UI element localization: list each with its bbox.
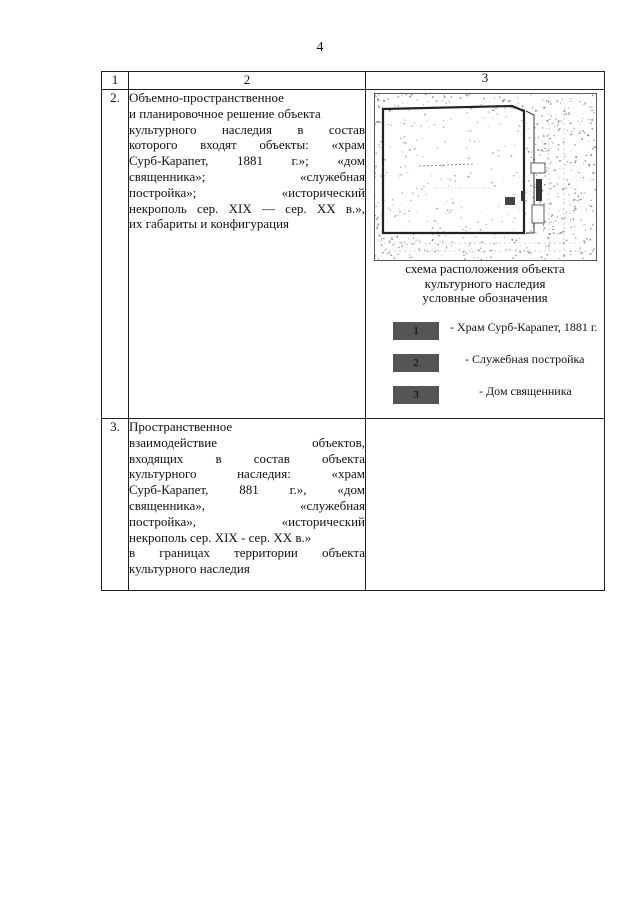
text-line: Сурб-Карапет, 881 г.», «дом — [129, 482, 365, 498]
legend-item — [366, 384, 604, 416]
heritage-table — [101, 71, 605, 591]
temple-footprint — [505, 197, 515, 205]
header-col-2: 2 — [129, 72, 366, 90]
text-line: входящих в состав объекта — [129, 450, 365, 466]
text-line: Сурб-Карапет, 1881 г.»; «дом — [129, 153, 365, 169]
text-line: взаимодействие объектов, — [129, 434, 365, 450]
text-line: постройка»; «исторический — [129, 184, 365, 200]
scheme-caption — [366, 262, 604, 306]
text-line: некрополь сер. XIX — сер. XX в.», — [129, 200, 365, 216]
text-line: которого входят объекты: «храм — [129, 137, 365, 153]
row-description — [129, 90, 366, 419]
caption-line: условные обозначения — [422, 290, 548, 306]
table-row — [102, 419, 605, 591]
text-line: в границах территории объекта — [129, 545, 365, 561]
text-line: некрополь сер. XIX - сер. XX в.» — [129, 529, 312, 545]
empty-cell — [366, 419, 605, 591]
table-row — [102, 90, 605, 419]
text-line: и планировочное решение объекта — [129, 105, 321, 121]
caption-line: культурного наследия — [424, 275, 546, 291]
row-number: 3. — [102, 419, 129, 591]
header-row — [102, 72, 605, 90]
text-line: постройка», «исторический — [129, 513, 365, 529]
row-description — [129, 419, 366, 591]
text-line: культурного наследия — [129, 561, 250, 577]
header-col-1: 1 — [102, 72, 129, 90]
row-number: 2. — [102, 90, 129, 419]
caption-line: схема расположения объекта — [405, 261, 565, 276]
legend-swatch: 2 — [393, 354, 439, 372]
legend-label: - Дом священника — [479, 383, 572, 398]
text-line: культурного наследия: «храм — [129, 466, 365, 482]
text-line: священника», «служебная — [129, 497, 365, 513]
legend-item — [366, 352, 604, 384]
legend-item — [366, 320, 604, 352]
legend-swatch: 1 — [393, 322, 439, 340]
text-line: священника»; «служебная — [129, 168, 365, 184]
page-number: 4 — [316, 40, 324, 55]
legend-swatch: 3 — [393, 386, 439, 404]
legend — [366, 320, 604, 416]
text-line: их габариты и конфигурация — [129, 216, 290, 232]
site-location-map — [374, 93, 597, 261]
scheme-cell — [366, 90, 605, 419]
text-line: Пространственное — [129, 419, 233, 434]
legend-label: - Храм Сурб-Карапет, 1881 г. — [450, 319, 598, 334]
legend-label: - Служебная постройка — [465, 351, 585, 366]
header-col-3: 3 — [366, 72, 605, 90]
text-line: культурного наследия в состав — [129, 121, 365, 137]
text-line: Объемно-пространственное — [129, 90, 284, 105]
